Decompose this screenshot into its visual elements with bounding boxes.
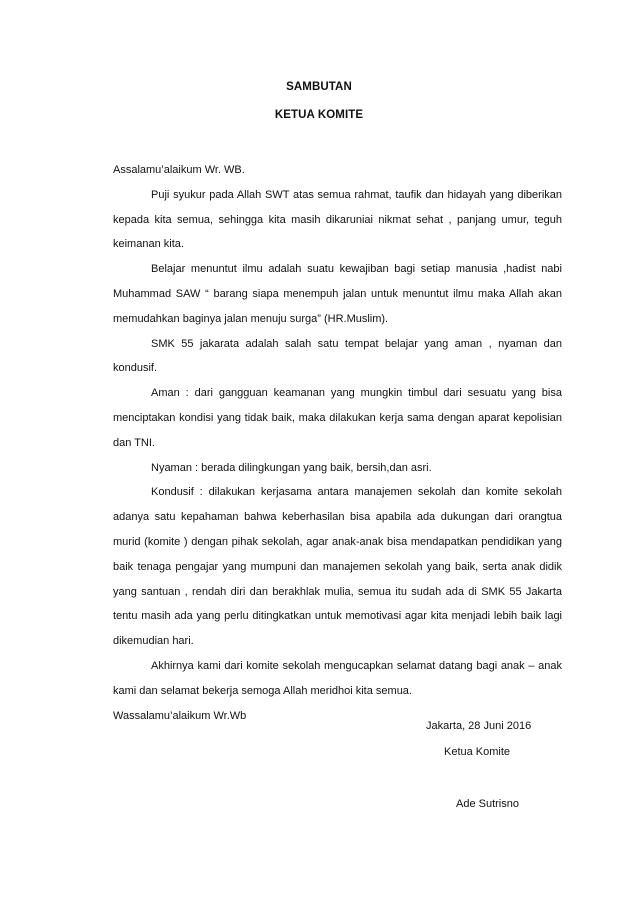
paragraph: SMK 55 jakarata adalah salah satu tempat belajar yang aman , nyaman dan kondusif. (113, 337, 562, 375)
signature-role: Ketua Komite (444, 746, 511, 758)
greeting: Assalamu’alaikum Wr. WB. (113, 164, 245, 176)
document-body (113, 158, 562, 728)
paragraph: Akhirnya kami dari komite sekolah mengucapkan selamat datang bagi anak – anak kami dan selamat bekerja semoga Allah meridhoi kita semua. (113, 659, 562, 697)
paragraph: Puji syukur pada Allah SWT atas semua rahmat, taufik dan hidayah yang diberikan kepada kita semua, sehingga kita masih dikaruniai nikmat sehat , panjang umur, teguh keimanan kita. (113, 188, 562, 251)
signature-place-date: Jakarta, 28 Juni 2016 (426, 720, 532, 732)
paragraph: Belajar menuntut ilmu adalah suatu kewajiban bagi setiap manusia ,hadist nabi Muhammad SAW “ barang siapa menempuh jalan untuk menuntut ilmu maka Allah akan memudahkan baginya jalan menuju surga” (HR.Muslim). (113, 263, 562, 325)
signature-name: Ade Sutrisno (456, 798, 519, 810)
paragraph: Kondusif : dilakukan kerjasama antara manajemen sekolah dan komite sekolah adanya satu kepahaman bahwa keberhasilan bisa apabila ada dukungan dari orangtua murid (komite ) dengan pihak sekolah, agar anak-anak bisa mendapatkan pendidikan yang baik tenaga pengajar yang mumpuni dan manajemen sekolah yang baik, serta anak didik yang santuan , rendah diri dan berakhlak mulia, semua itu sudah ada di SMK 55 Jakarta tentu masih ada yang perlu ditingkatkan untuk memotivasi agar kita menjadi lebih baik lagi dikemudian hari. (113, 486, 562, 648)
closing: Wassalamu’alaikum Wr.Wb (113, 709, 247, 722)
document-title: SAMBUTAN (286, 81, 352, 93)
paragraph: Aman : dari gangguan keamanan yang mungkin timbul dari sesuatu yang bisa menciptakan kondisi yang tidak baik, maka dilakukan kerja sama dengan aparat kepolisian dan TNI. (113, 387, 562, 449)
document-subtitle: KETUA KOMITE (274, 109, 364, 121)
paragraph: Nyaman : berada dilingkungan yang baik, bersih,dan asri. (151, 461, 432, 474)
